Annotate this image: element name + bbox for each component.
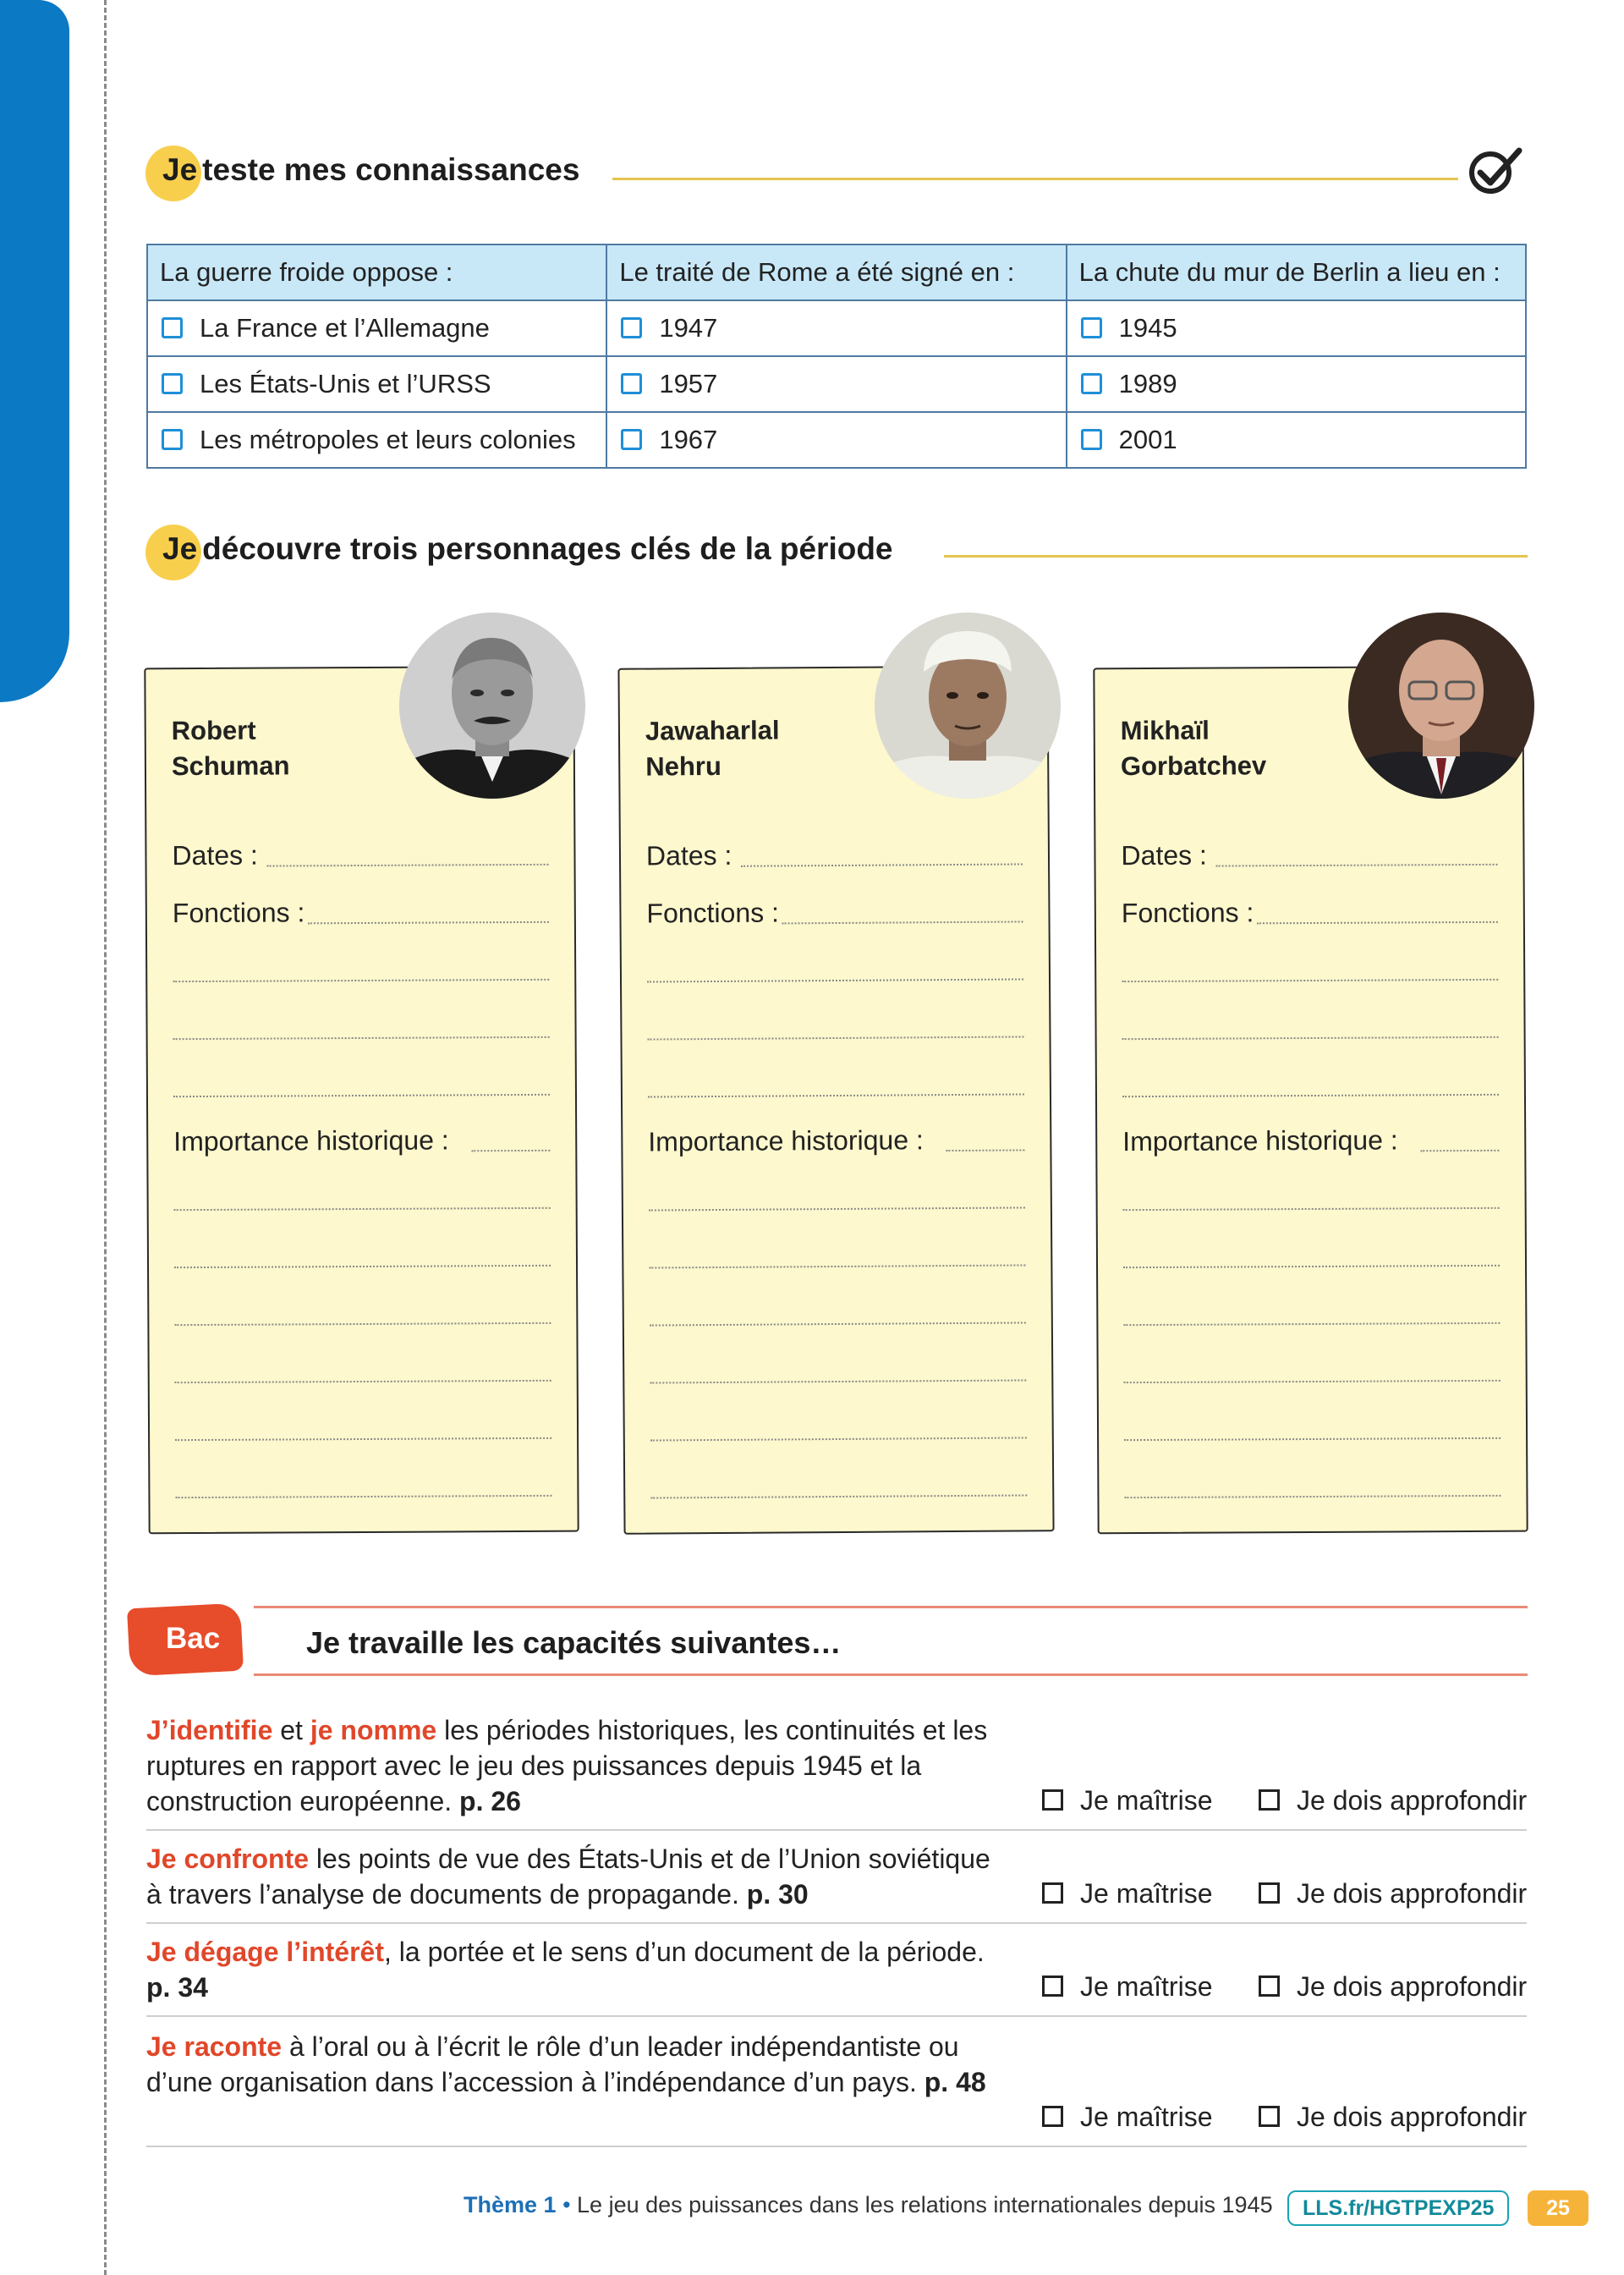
answer-line[interactable] [175,1495,551,1498]
checkbox[interactable] [1081,429,1102,450]
checkbox[interactable] [621,373,642,394]
name-line: Mikhaïl [1120,715,1210,746]
answer-line[interactable] [650,1437,1027,1441]
footer-caption [464,2192,1273,2218]
quiz-header: La guerre froide oppose : [147,245,606,300]
checkbox[interactable] [162,429,183,450]
answer-line[interactable] [946,1149,1024,1151]
answer-line[interactable] [647,1036,1023,1040]
answer-line[interactable] [308,921,549,924]
footer-theme: Thème 1 [464,2192,557,2217]
page-ref: p. 30 [746,1879,809,1910]
dates-label: Dates : [1121,839,1207,871]
name-line: Schuman [171,750,290,782]
option-deepen[interactable] [1259,1878,1527,1910]
answer-line[interactable] [173,1036,550,1040]
option-label: 1945 [1118,313,1177,343]
checkbox[interactable] [1042,1976,1063,1997]
answer-line[interactable] [650,1379,1026,1383]
option-label: 2001 [1118,425,1177,454]
bac-rule-bottom [254,1673,1528,1676]
skill-row [146,1712,992,1819]
checkbox[interactable] [621,429,642,450]
quiz-row [147,412,1526,468]
quiz-option[interactable] [1067,412,1526,468]
option-label: 1989 [1118,369,1177,398]
functions-label: Fonctions : [646,897,780,929]
page-number: 25 [1528,2190,1588,2226]
option-label: Je dois approfondir [1297,1878,1528,1909]
section-title-text: découvre trois personnages clés de la période [202,531,893,566]
name-line: Jawaharlal [645,715,780,746]
answer-line[interactable] [1257,921,1498,924]
section-header-knowledge [145,146,1533,205]
answer-line[interactable] [1124,1437,1501,1441]
skill-verb: Je dégage l’intérêt [146,1937,384,1967]
section-title-text: teste mes connaissances [202,152,580,187]
answer-line[interactable] [649,1206,1025,1211]
quiz-header: La chute du mur de Berlin a lieu en : [1067,245,1526,300]
importance-label: Importance historique : [1122,1124,1398,1157]
section-title [162,152,579,188]
option-master[interactable] [1042,1971,1212,2003]
checkbox[interactable] [1042,1882,1063,1904]
answer-line[interactable] [173,1094,550,1097]
row-separator [146,2146,1527,2147]
answer-line[interactable] [1124,1495,1501,1498]
skill-text: et [272,1715,310,1745]
importance-label: Importance historique : [173,1124,449,1157]
answer-line[interactable] [1122,1094,1499,1097]
answer-line[interactable] [1124,1380,1501,1383]
answer-line[interactable] [1122,979,1498,982]
portrait-gorbatchev [1348,613,1534,799]
option-label: 1947 [659,313,718,343]
option-label: Je dois approfondir [1297,1785,1528,1816]
quiz-option[interactable] [1067,356,1526,412]
cut-dashed-line [104,0,107,2275]
option-label: Les États-Unis et l’URSS [200,369,491,398]
option-label: Je maîtrise [1080,1971,1213,2002]
answer-line[interactable] [1123,1265,1500,1268]
answer-line[interactable] [174,1265,551,1268]
portrait-schuman [399,613,585,799]
checkbox[interactable] [1081,317,1102,338]
checkbox[interactable] [1259,2106,1280,2127]
option-label: 1967 [659,425,718,454]
functions-label: Fonctions : [1121,897,1254,929]
answer-line[interactable] [1122,1036,1499,1040]
skill-verb: je nomme [310,1715,437,1745]
answer-line[interactable] [1123,1207,1500,1211]
answer-line[interactable] [1216,864,1498,867]
skill-text: les points de vue des États-Unis et de l’Union soviétique à travers l’analyse de documents de propagande. [146,1844,990,1910]
skill-verb: Je confronte [146,1844,310,1874]
answer-line[interactable] [471,1150,550,1151]
answer-line[interactable] [175,1437,551,1441]
checkbox[interactable] [1259,1882,1280,1904]
dates-label: Dates : [172,839,258,871]
answer-line[interactable] [174,1207,551,1211]
functions-label: Fonctions : [172,897,305,929]
checkbox[interactable] [1042,1789,1063,1811]
importance-label: Importance historique : [648,1124,924,1157]
bac-badge-label: Bac [166,1622,221,1655]
checkbox[interactable] [1081,373,1102,394]
blue-side-tab [0,0,69,702]
section-header-characters [145,525,1533,584]
answer-line[interactable] [267,864,549,867]
section-rule [944,555,1528,558]
quiz-row [147,356,1526,412]
page-ref: p. 48 [924,2067,986,2097]
option-label: Je maîtrise [1080,1785,1213,1816]
page-ref: p. 26 [459,1786,521,1816]
answer-line[interactable] [649,1264,1025,1268]
answer-line[interactable] [650,1322,1026,1326]
skill-row [146,2029,992,2100]
quiz-option[interactable] [147,300,606,356]
quiz-table [146,244,1527,469]
quiz-header: Le traité de Rome a été signé en : [606,245,1066,300]
option-label: Je maîtrise [1080,1878,1213,1909]
checkbox[interactable] [621,317,642,338]
bac-rule-top [254,1606,1528,1608]
option-deepen[interactable] [1259,2102,1527,2133]
je-label: Je [162,152,198,187]
footer-text: Le jeu des puissances dans les relations internationales depuis 1945 [577,2192,1273,2217]
name-line: Nehru [645,750,721,782]
option-label: Les métropoles et leurs colonies [200,425,576,454]
character-name [172,712,290,784]
answer-line[interactable] [650,1494,1027,1498]
answer-line[interactable] [648,1093,1024,1097]
option-deepen[interactable] [1259,1971,1527,2003]
option-master[interactable] [1042,2102,1212,2133]
answer-line[interactable] [647,978,1023,982]
dates-label: Dates : [645,839,732,871]
answer-line[interactable] [175,1380,551,1383]
skill-text: , la portée et le sens d’un document de la période. [383,1937,985,1967]
skill-verb: Je raconte [146,2031,283,2062]
name-line: Gorbatchev [1120,750,1267,782]
skill-text: à l’oral ou à l’écrit le rôle d’un leader indépendantiste ou d’une organisation dans l’accession à l’indépendance d’un pays. [146,2031,959,2097]
name-line: Robert [171,715,256,746]
bac-section-title: Je travaille les capacités suivantes… [306,1625,842,1660]
option-master[interactable] [1042,1878,1212,1910]
answer-line[interactable] [173,979,549,982]
quiz-row [147,300,1526,356]
skill-text: les périodes historiques, les continuités et les ruptures en rapport avec le jeu des puissances depuis 1945 et la construction européenne. [146,1715,988,1816]
answer-line[interactable] [174,1322,551,1326]
skill-row [146,1934,992,2005]
character-name [1121,712,1267,784]
checkbox[interactable] [162,373,183,394]
footer-link[interactable]: LLS.fr/HGTPEXP25 [1287,2190,1509,2226]
answer-line[interactable] [1420,1150,1499,1151]
checkbox[interactable] [1259,1789,1280,1811]
section-rule [612,178,1458,180]
quiz-header-row [147,245,1526,300]
answer-line[interactable] [782,920,1023,924]
section-title [162,531,893,567]
checkbox[interactable] [1259,1976,1280,1997]
quiz-option[interactable] [147,412,606,468]
quiz-option[interactable] [606,300,1066,356]
character-name [645,712,780,784]
checkbox[interactable] [162,317,183,338]
quiz-option[interactable] [606,412,1066,468]
page-ref: p. 34 [146,1972,208,2003]
option-deepen[interactable] [1259,1785,1527,1816]
checkbox[interactable] [1042,2106,1063,2127]
portrait-nehru [875,613,1061,799]
je-label: Je [162,531,198,566]
answer-line[interactable] [1123,1322,1500,1326]
option-label: Je dois approfondir [1297,1971,1528,2002]
skill-row [146,1841,992,1912]
option-label: La France et l’Allemagne [200,313,490,343]
row-separator [146,1829,1527,1831]
option-master[interactable] [1042,1785,1212,1816]
check-circle-icon [1467,146,1526,196]
answer-line[interactable] [741,863,1023,866]
row-separator [146,2015,1527,2017]
row-separator [146,1922,1527,1924]
quiz-option[interactable] [606,356,1066,412]
quiz-option[interactable] [147,356,606,412]
skill-verb: J’identifie [146,1715,273,1745]
option-label: Je maîtrise [1080,2102,1213,2132]
option-label: 1957 [659,369,718,398]
footer-separator: • [562,2192,571,2217]
option-label: Je dois approfondir [1297,2102,1528,2132]
quiz-option[interactable] [1067,300,1526,356]
